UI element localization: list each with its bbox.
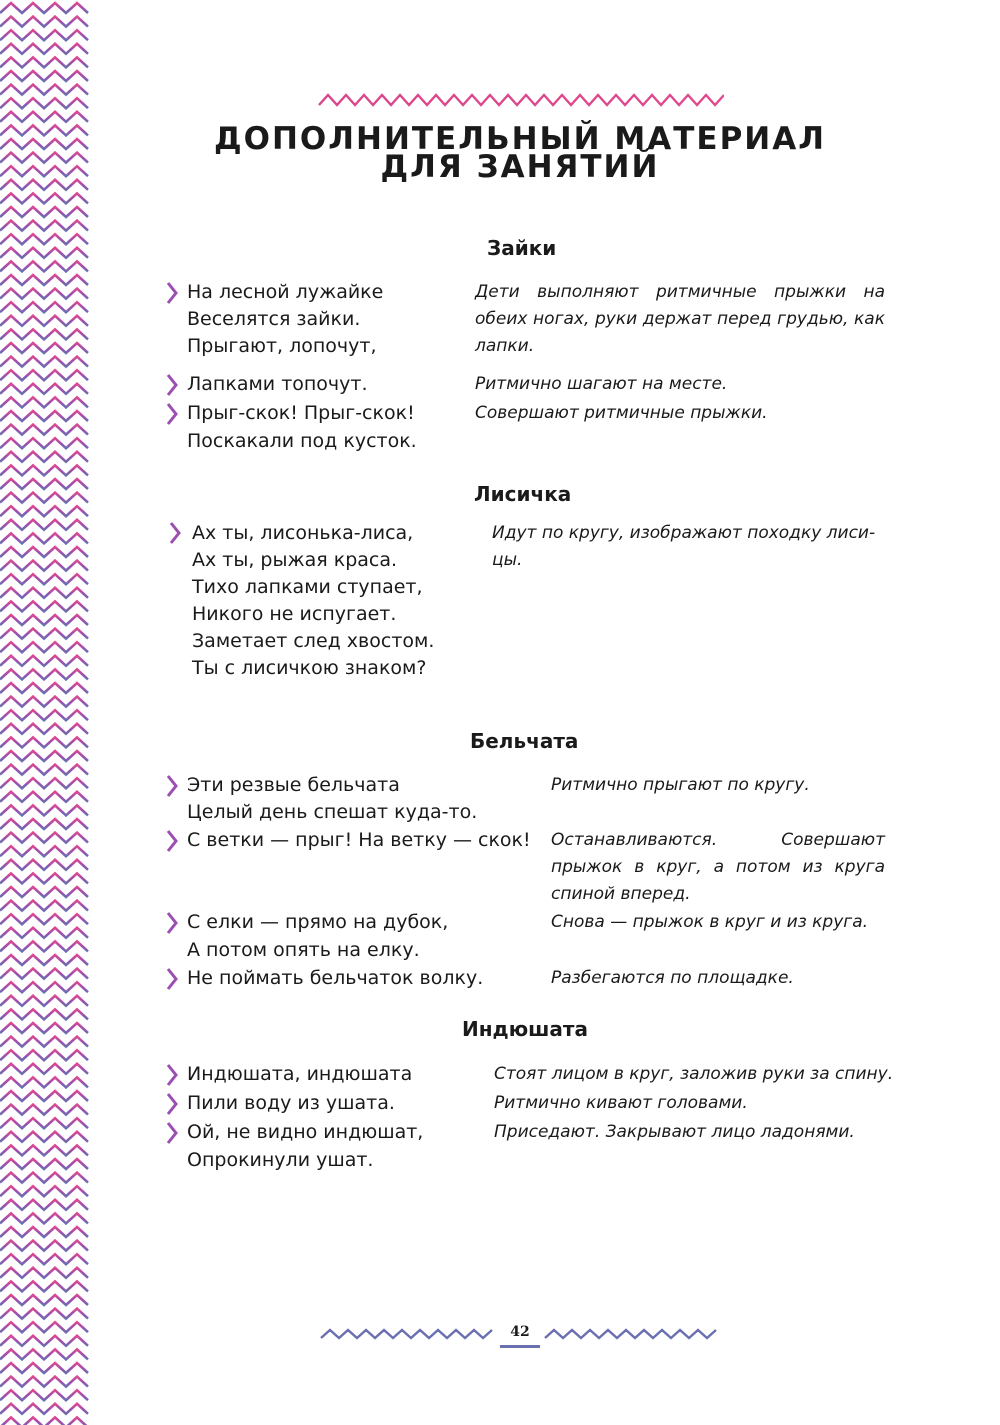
page-number: 42 xyxy=(510,1324,530,1340)
decorative-zigzag-strip xyxy=(0,0,92,1425)
verse-line: Никого не испугает. xyxy=(192,603,397,625)
verse-line: Ой, не видно индюшат, xyxy=(187,1121,424,1143)
verse-line: С елки — прямо на дубок, xyxy=(187,911,449,933)
action-text: цы. xyxy=(492,550,523,570)
action-text: Идут по кругу, изображают походку лиси- xyxy=(492,523,876,543)
verse-line: Прыгают, лопочут, xyxy=(187,335,377,357)
chevron-right-icon xyxy=(165,774,179,798)
action-text: Приседают. Закрывают лицо ладонями. xyxy=(494,1122,855,1142)
verse-line: Поскакали под кусток. xyxy=(187,430,417,452)
verse-line: На лесной лужайке xyxy=(187,281,384,303)
action-text: Стоят лицом в круг, заложив руки за спину. xyxy=(494,1064,894,1084)
section-heading-indyushata: Индюшата xyxy=(462,1017,588,1041)
verse-line: С ветки — прыг! На ветку — скок! xyxy=(187,829,531,851)
verse-line: Ах ты, лисонька-лиса, xyxy=(192,522,414,544)
section-heading-belchata: Бельчата xyxy=(470,729,579,753)
chevron-right-icon xyxy=(165,1063,179,1087)
page-number-underline xyxy=(500,1345,540,1348)
verse-line: Веселятся зайки. xyxy=(187,308,361,330)
verse-line: Опрокинули ушат. xyxy=(187,1149,374,1171)
bottom-wave-ornament-right xyxy=(544,1327,724,1341)
verse-line: Ах ты, рыжая краса. xyxy=(192,549,398,571)
page-title-line-2: ДЛЯ ЗАНЯТИЙ xyxy=(380,149,660,185)
top-wave-ornament xyxy=(318,92,724,108)
verse-line: А потом опять на елку. xyxy=(187,939,420,961)
chevron-right-icon xyxy=(165,967,179,991)
chevron-right-icon xyxy=(165,911,179,935)
action-text: Снова — прыжок в круг и из круга. xyxy=(551,912,869,932)
verse-line: Лапками топочут. xyxy=(187,373,368,395)
action-text: Совершают ритмичные прыжки. xyxy=(475,403,768,423)
chevron-right-icon xyxy=(165,281,179,305)
page-title-line-1: ДОПОЛНИТЕЛЬНЫЙ МАТЕРИАЛ xyxy=(214,121,826,157)
chevron-right-icon xyxy=(165,1121,179,1145)
action-text: Дети выполняют ритмичные прыжки на обеих ногах, руки держат перед грудью, как лапки. xyxy=(475,282,885,356)
bottom-wave-ornament-left xyxy=(320,1327,496,1341)
verse-line: Заметает след хвостом. xyxy=(192,630,435,652)
chevron-right-icon xyxy=(165,402,179,426)
action-text: Ритмично кивают головами. xyxy=(494,1093,748,1113)
verse-line: Целый день спешат куда-то. xyxy=(187,801,478,823)
section-heading-lisichka: Лисичка xyxy=(474,482,572,506)
action-text: Останавливаются. Совершают прыжок в круг, а потом из круга спиной вперед. xyxy=(551,830,885,904)
verse-line: Эти резвые бельчата xyxy=(187,774,400,796)
action-text: Ритмично прыгают по кругу. xyxy=(551,775,810,795)
verse-line: Не поймать бельчаток волку. xyxy=(187,967,484,989)
verse-line: Тихо лапками ступает, xyxy=(192,576,423,598)
action-text: Разбегаются по площадке. xyxy=(551,968,794,988)
chevron-right-icon xyxy=(168,521,182,545)
verse-line: Ты с лисичкою знаком? xyxy=(192,657,427,679)
chevron-right-icon xyxy=(165,1092,179,1116)
verse-line: Пили воду из ушата. xyxy=(187,1092,395,1114)
verse-line: Прыг-скок! Прыг-скок! xyxy=(187,402,415,424)
chevron-right-icon xyxy=(165,373,179,397)
chevron-right-icon xyxy=(165,829,179,853)
section-heading-zaiki: Зайки xyxy=(487,236,557,260)
verse-line: Индюшата, индюшата xyxy=(187,1063,413,1085)
action-text: Ритмично шагают на месте. xyxy=(475,374,728,394)
